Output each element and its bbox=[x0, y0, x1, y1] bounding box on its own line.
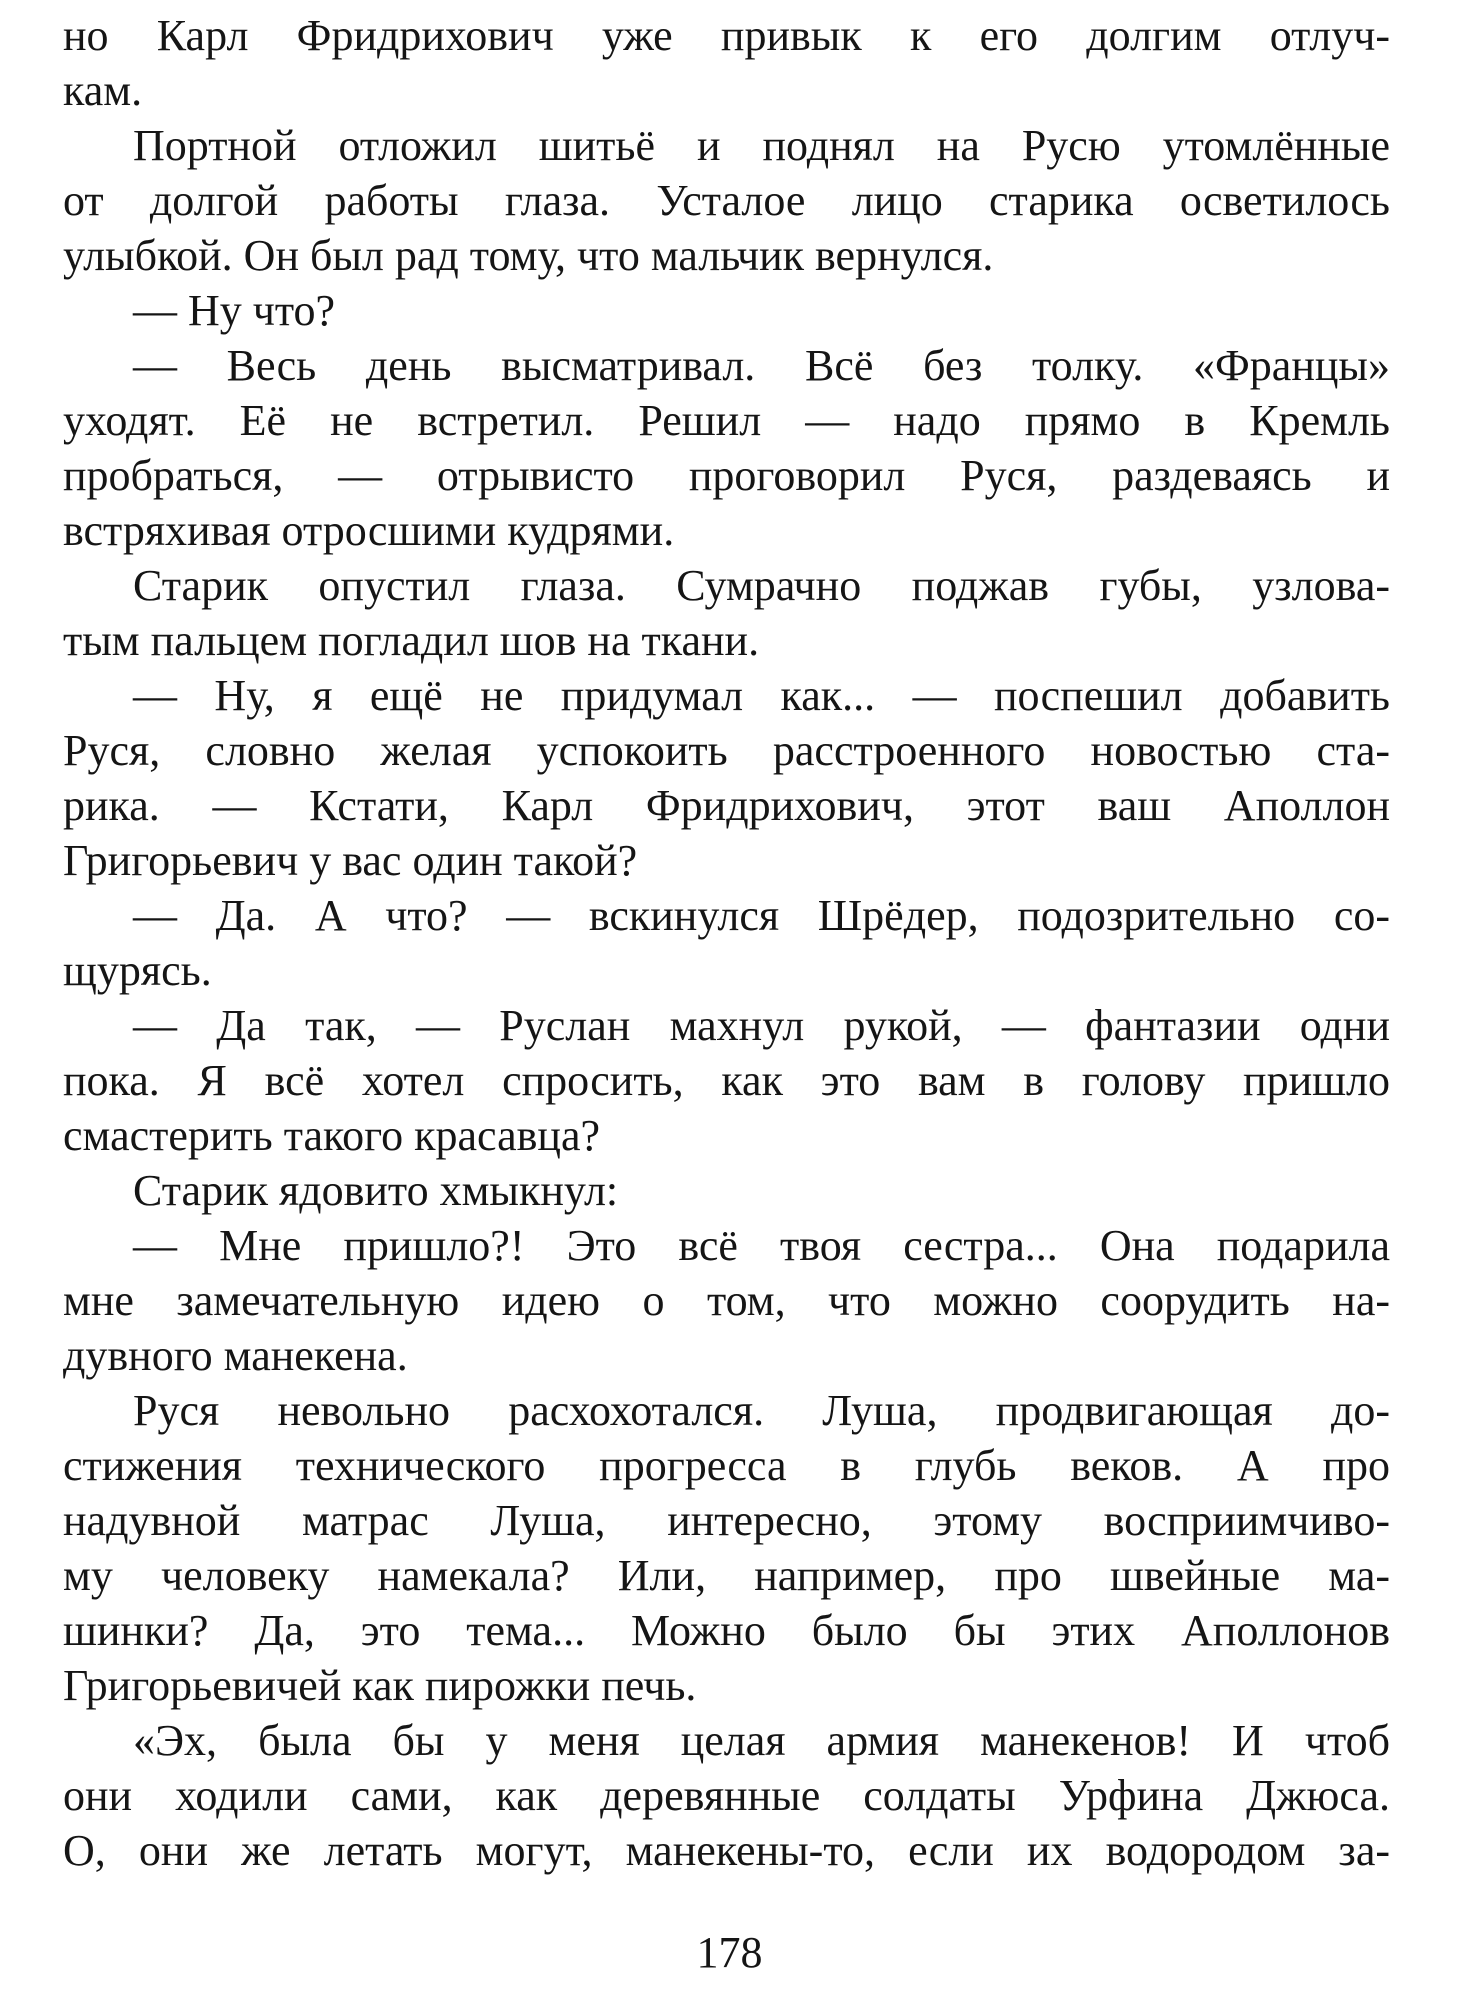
text-line: Старик опустил глаза. Сумрачно поджав губы, узлова- bbox=[133, 561, 1390, 610]
text-line: Григорьевичей как пирожки печь. bbox=[63, 1661, 697, 1710]
text-line: Руся, словно желая успокоить расстроенного новостью ста- bbox=[63, 726, 1390, 775]
text-line: «Эх, была бы у меня целая армия манекенов! И чтоб bbox=[133, 1716, 1390, 1765]
page-number: 178 bbox=[696, 1928, 763, 1977]
text-line: щурясь. bbox=[63, 946, 212, 995]
text-line: кам. bbox=[63, 66, 143, 115]
text-line: дувного манекена. bbox=[63, 1331, 408, 1380]
text-line: пробраться, — отрывисто проговорил Руся, раздеваясь и bbox=[63, 451, 1390, 500]
text-line: — Ну, я ещё не придумал как... — поспешил добавить bbox=[133, 671, 1390, 720]
text-line: мне замечательную идею о том, что можно соорудить на- bbox=[63, 1276, 1390, 1325]
text-line: О, они же летать могут, манекены-то, если их водородом за- bbox=[63, 1826, 1390, 1875]
text-line: но Карл Фридрихович уже привык к его долгим отлуч- bbox=[63, 11, 1390, 60]
text-line: смастерить такого красавца? bbox=[63, 1111, 601, 1160]
text-line: надувной матрас Луша, интересно, этому восприимчиво- bbox=[63, 1496, 1390, 1545]
text-line: Григорьевич у вас один такой? bbox=[63, 836, 638, 885]
text-line: стижения технического прогресса в глубь веков. А про bbox=[63, 1441, 1390, 1490]
text-line: шинки? Да, это тема... Можно было бы этих Аполлонов bbox=[63, 1606, 1390, 1655]
text-line: от долгой работы глаза. Усталое лицо старика осветилось bbox=[63, 176, 1390, 225]
text-line: улыбкой. Он был рад тому, что мальчик вернулся. bbox=[63, 231, 994, 280]
text-line: — Да так, — Руслан махнул рукой, — фантазии одни bbox=[133, 1001, 1390, 1050]
text-line: встряхивая отросшими кудрями. bbox=[63, 506, 675, 555]
text-line: — Ну что? bbox=[133, 286, 336, 335]
text-line: рика. — Кстати, Карл Фридрихович, этот ваш Аполлон bbox=[63, 781, 1390, 830]
text-line: му человеку намекала? Или, например, про швейные ма- bbox=[63, 1551, 1390, 1600]
text-line: тым пальцем погладил шов на ткани. bbox=[63, 616, 760, 665]
text-line: — Да. А что? — вскинулся Шрёдер, подозрительно со- bbox=[133, 891, 1390, 940]
text-line: уходят. Её не встретил. Решил — надо прямо в Кремль bbox=[63, 396, 1390, 445]
text-line: — Весь день высматривал. Всё без толку. «Францы» bbox=[133, 341, 1390, 390]
text-line: они ходили сами, как деревянные солдаты Урфина Джюса. bbox=[63, 1771, 1390, 1820]
text-line: Руся невольно расхохотался. Луша, продвигающая до- bbox=[133, 1386, 1390, 1435]
page-text bbox=[63, 8, 1390, 1878]
text-line: — Мне пришло?! Это всё твоя сестра... Она подарила bbox=[133, 1221, 1390, 1270]
text-line: Портной отложил шитьё и поднял на Русю утомлённые bbox=[133, 121, 1390, 170]
text-line: пока. Я всё хотел спросить, как это вам в голову пришло bbox=[63, 1056, 1390, 1105]
text-line: Старик ядовито хмыкнул: bbox=[133, 1166, 619, 1215]
